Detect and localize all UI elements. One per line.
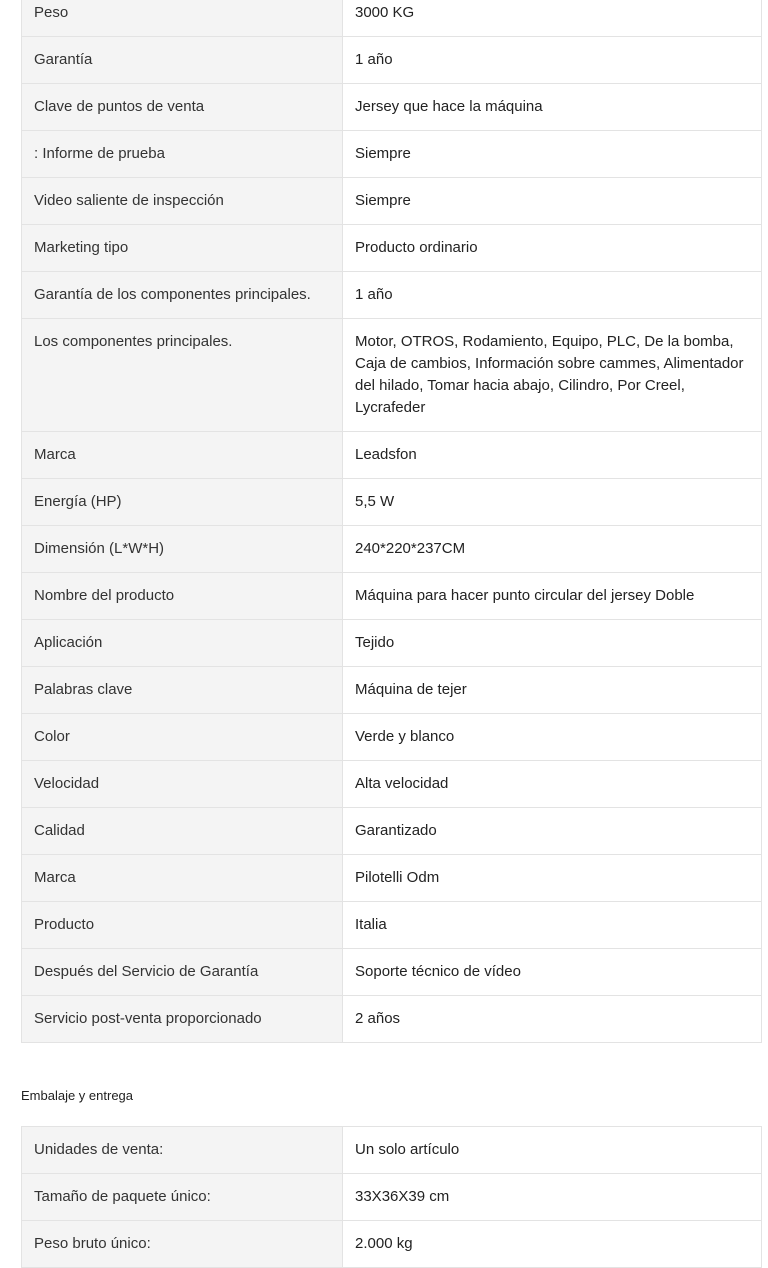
product-specs-table: [21, 0, 762, 1043]
packaging-key: Peso bruto único:: [22, 1221, 343, 1268]
spec-value: 5,5 W: [343, 479, 762, 526]
table-row: [22, 667, 762, 714]
packaging-key: Unidades de venta:: [22, 1127, 343, 1174]
packaging-value: 33X36X39 cm: [343, 1174, 762, 1221]
spec-value: Tejido: [343, 620, 762, 667]
table-row: [22, 1221, 762, 1268]
spec-value: Pilotelli Odm: [343, 855, 762, 902]
spec-key: Peso: [22, 0, 343, 37]
table-row: [22, 949, 762, 996]
spec-key: : Informe de prueba: [22, 131, 343, 178]
spec-key: Servicio post-venta proporcionado: [22, 996, 343, 1043]
spec-value: Siempre: [343, 131, 762, 178]
table-row: [22, 225, 762, 272]
table-row: [22, 1127, 762, 1174]
spec-value: Máquina de tejer: [343, 667, 762, 714]
spec-key: Calidad: [22, 808, 343, 855]
packaging-value: 2.000 kg: [343, 1221, 762, 1268]
spec-value: Producto ordinario: [343, 225, 762, 272]
spec-key: Marca: [22, 855, 343, 902]
table-row: [22, 996, 762, 1043]
spec-value: 3000 KG: [343, 0, 762, 37]
table-row: [22, 479, 762, 526]
table-row: [22, 714, 762, 761]
table-row: [22, 620, 762, 667]
spec-key: Velocidad: [22, 761, 343, 808]
spec-value: Garantizado: [343, 808, 762, 855]
table-row: [22, 855, 762, 902]
spec-key: Marca: [22, 432, 343, 479]
spec-value: 2 años: [343, 996, 762, 1043]
spec-value: 1 año: [343, 272, 762, 319]
spec-key: Aplicación: [22, 620, 343, 667]
spec-value: Siempre: [343, 178, 762, 225]
table-row: [22, 526, 762, 573]
table-row: [22, 272, 762, 319]
spec-key: Color: [22, 714, 343, 761]
spec-key: Garantía de los componentes principales.: [22, 272, 343, 319]
spec-value: Máquina para hacer punto circular del jersey Doble: [343, 573, 762, 620]
spec-value: Soporte técnico de vídeo: [343, 949, 762, 996]
spec-key: Garantía: [22, 37, 343, 84]
spec-value: Motor, OTROS, Rodamiento, Equipo, PLC, De la bomba, Caja de cambios, Información sobre cammes, Alimentador del hilado, Tomar hacia abajo, Cilindro, Por Creel, Lycrafeder: [343, 319, 762, 432]
spec-value: 1 año: [343, 37, 762, 84]
table-row: [22, 131, 762, 178]
table-row: [22, 37, 762, 84]
spec-value: 240*220*237CM: [343, 526, 762, 573]
table-row: [22, 319, 762, 432]
table-row: [22, 178, 762, 225]
packaging-key: Tamaño de paquete único:: [22, 1174, 343, 1221]
spec-key: Energía (HP): [22, 479, 343, 526]
packaging-table: [21, 1126, 762, 1268]
spec-value: Jersey que hace la máquina: [343, 84, 762, 131]
spec-key: Marketing tipo: [22, 225, 343, 272]
table-row: [22, 573, 762, 620]
packaging-value: Un solo artículo: [343, 1127, 762, 1174]
spec-key: Dimensión (L*W*H): [22, 526, 343, 573]
spec-key: Nombre del producto: [22, 573, 343, 620]
table-row: [22, 761, 762, 808]
spec-value: Verde y blanco: [343, 714, 762, 761]
table-row: [22, 432, 762, 479]
spec-key: Clave de puntos de venta: [22, 84, 343, 131]
spec-key: Producto: [22, 902, 343, 949]
table-row: [22, 808, 762, 855]
table-row: [22, 84, 762, 131]
spec-key: Los componentes principales.: [22, 319, 343, 432]
spec-value: Leadsfon: [343, 432, 762, 479]
table-row: [22, 0, 762, 37]
spec-key: Después del Servicio de Garantía: [22, 949, 343, 996]
packaging-section-title: Embalaje y entrega: [21, 1088, 134, 1103]
table-row: [22, 1174, 762, 1221]
table-row: [22, 902, 762, 949]
spec-value: Alta velocidad: [343, 761, 762, 808]
spec-value: Italia: [343, 902, 762, 949]
spec-key: Palabras clave: [22, 667, 343, 714]
spec-key: Video saliente de inspección: [22, 178, 343, 225]
